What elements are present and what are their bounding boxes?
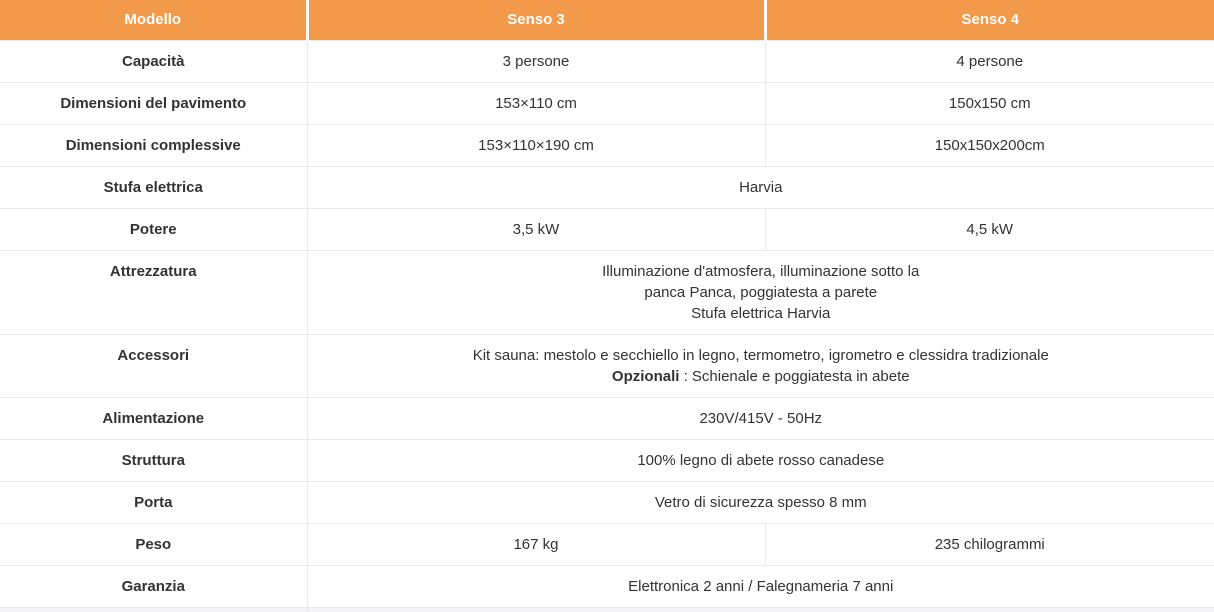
cell-line <box>323 366 1200 387</box>
text-segment: Stufa elettrica Harvia <box>691 304 831 322</box>
cell-line <box>323 345 1200 366</box>
row-label-porta: Porta <box>0 481 307 523</box>
cell-capacita-senso4: 4 persone <box>765 40 1214 82</box>
cell-line <box>323 261 1200 282</box>
row-label-alimentazione: Alimentazione <box>0 397 307 439</box>
cell-dimensioni-complessive-senso3: 153×110×190 cm <box>307 124 765 166</box>
column-header-senso-4: Senso 4 <box>765 0 1214 40</box>
cell-potere-senso3: 3,5 kW <box>307 208 765 250</box>
text-segment: Opzionali <box>611 367 680 385</box>
table-body <box>0 40 1214 607</box>
text-segment: panca Panca, poggiatesta a parete <box>644 283 878 301</box>
cutoff-column-divider <box>307 608 308 612</box>
table-row-porta <box>0 481 1214 523</box>
table-row-capacita <box>0 40 1214 82</box>
row-label-dimensioni-pavimento: Dimensioni del pavimento <box>0 82 307 124</box>
table-row-accessori <box>0 334 1214 397</box>
table-row-potere <box>0 208 1214 250</box>
cell-peso-senso3: 167 kg <box>307 523 765 565</box>
row-label-attrezzatura: Attrezzatura <box>0 250 307 334</box>
cell-alimentazione: 230V/415V - 50Hz <box>307 397 1214 439</box>
text-segment: Kit sauna: mestolo e secchiello in legno, termometro, igrometro e clessidra tradizionale <box>472 346 1049 364</box>
row-label-dimensioni-complessive: Dimensioni complessive <box>0 124 307 166</box>
cell-dimensioni-pavimento-senso3: 153×110 cm <box>307 82 765 124</box>
table-header-row <box>0 0 1214 40</box>
row-label-stufa-elettrica: Stufa elettrica <box>0 166 307 208</box>
table-row-alimentazione <box>0 397 1214 439</box>
row-label-accessori: Accessori <box>0 334 307 397</box>
cell-capacita-senso3: 3 persone <box>307 40 765 82</box>
cell-attrezzatura <box>307 250 1214 334</box>
row-label-peso: Peso <box>0 523 307 565</box>
cell-porta: Vetro di sicurezza spesso 8 mm <box>307 481 1214 523</box>
cell-dimensioni-pavimento-senso4: 150x150 cm <box>765 82 1214 124</box>
row-label-garanzia: Garanzia <box>0 565 307 607</box>
cell-potere-senso4: 4,5 kW <box>765 208 1214 250</box>
text-segment: : Schienale e poggiatesta in abete <box>679 367 910 385</box>
table-row-stufa-elettrica <box>0 166 1214 208</box>
cell-line <box>323 303 1200 324</box>
column-header-modello: Modello <box>0 0 307 40</box>
row-label-potere: Potere <box>0 208 307 250</box>
row-label-capacita: Capacità <box>0 40 307 82</box>
text-segment: Illuminazione d'atmosfera, illuminazione sotto la <box>602 262 920 280</box>
column-header-senso-3: Senso 3 <box>307 0 765 40</box>
table-row-dimensioni-pavimento <box>0 82 1214 124</box>
table-row-struttura <box>0 439 1214 481</box>
table-row-dimensioni-complessive <box>0 124 1214 166</box>
row-label-struttura: Struttura <box>0 439 307 481</box>
table-row-attrezzatura <box>0 250 1214 334</box>
cell-line <box>323 282 1200 303</box>
cell-dimensioni-complessive-senso4: 150x150x200cm <box>765 124 1214 166</box>
table-row-peso <box>0 523 1214 565</box>
cell-garanzia: Elettronica 2 anni / Falegnameria 7 anni <box>307 565 1214 607</box>
cell-accessori <box>307 334 1214 397</box>
cell-peso-senso4: 235 chilogrammi <box>765 523 1214 565</box>
cell-stufa-elettrica: Harvia <box>307 166 1214 208</box>
cell-struttura: 100% legno di abete rosso canadese <box>307 439 1214 481</box>
table-row-garanzia <box>0 565 1214 607</box>
